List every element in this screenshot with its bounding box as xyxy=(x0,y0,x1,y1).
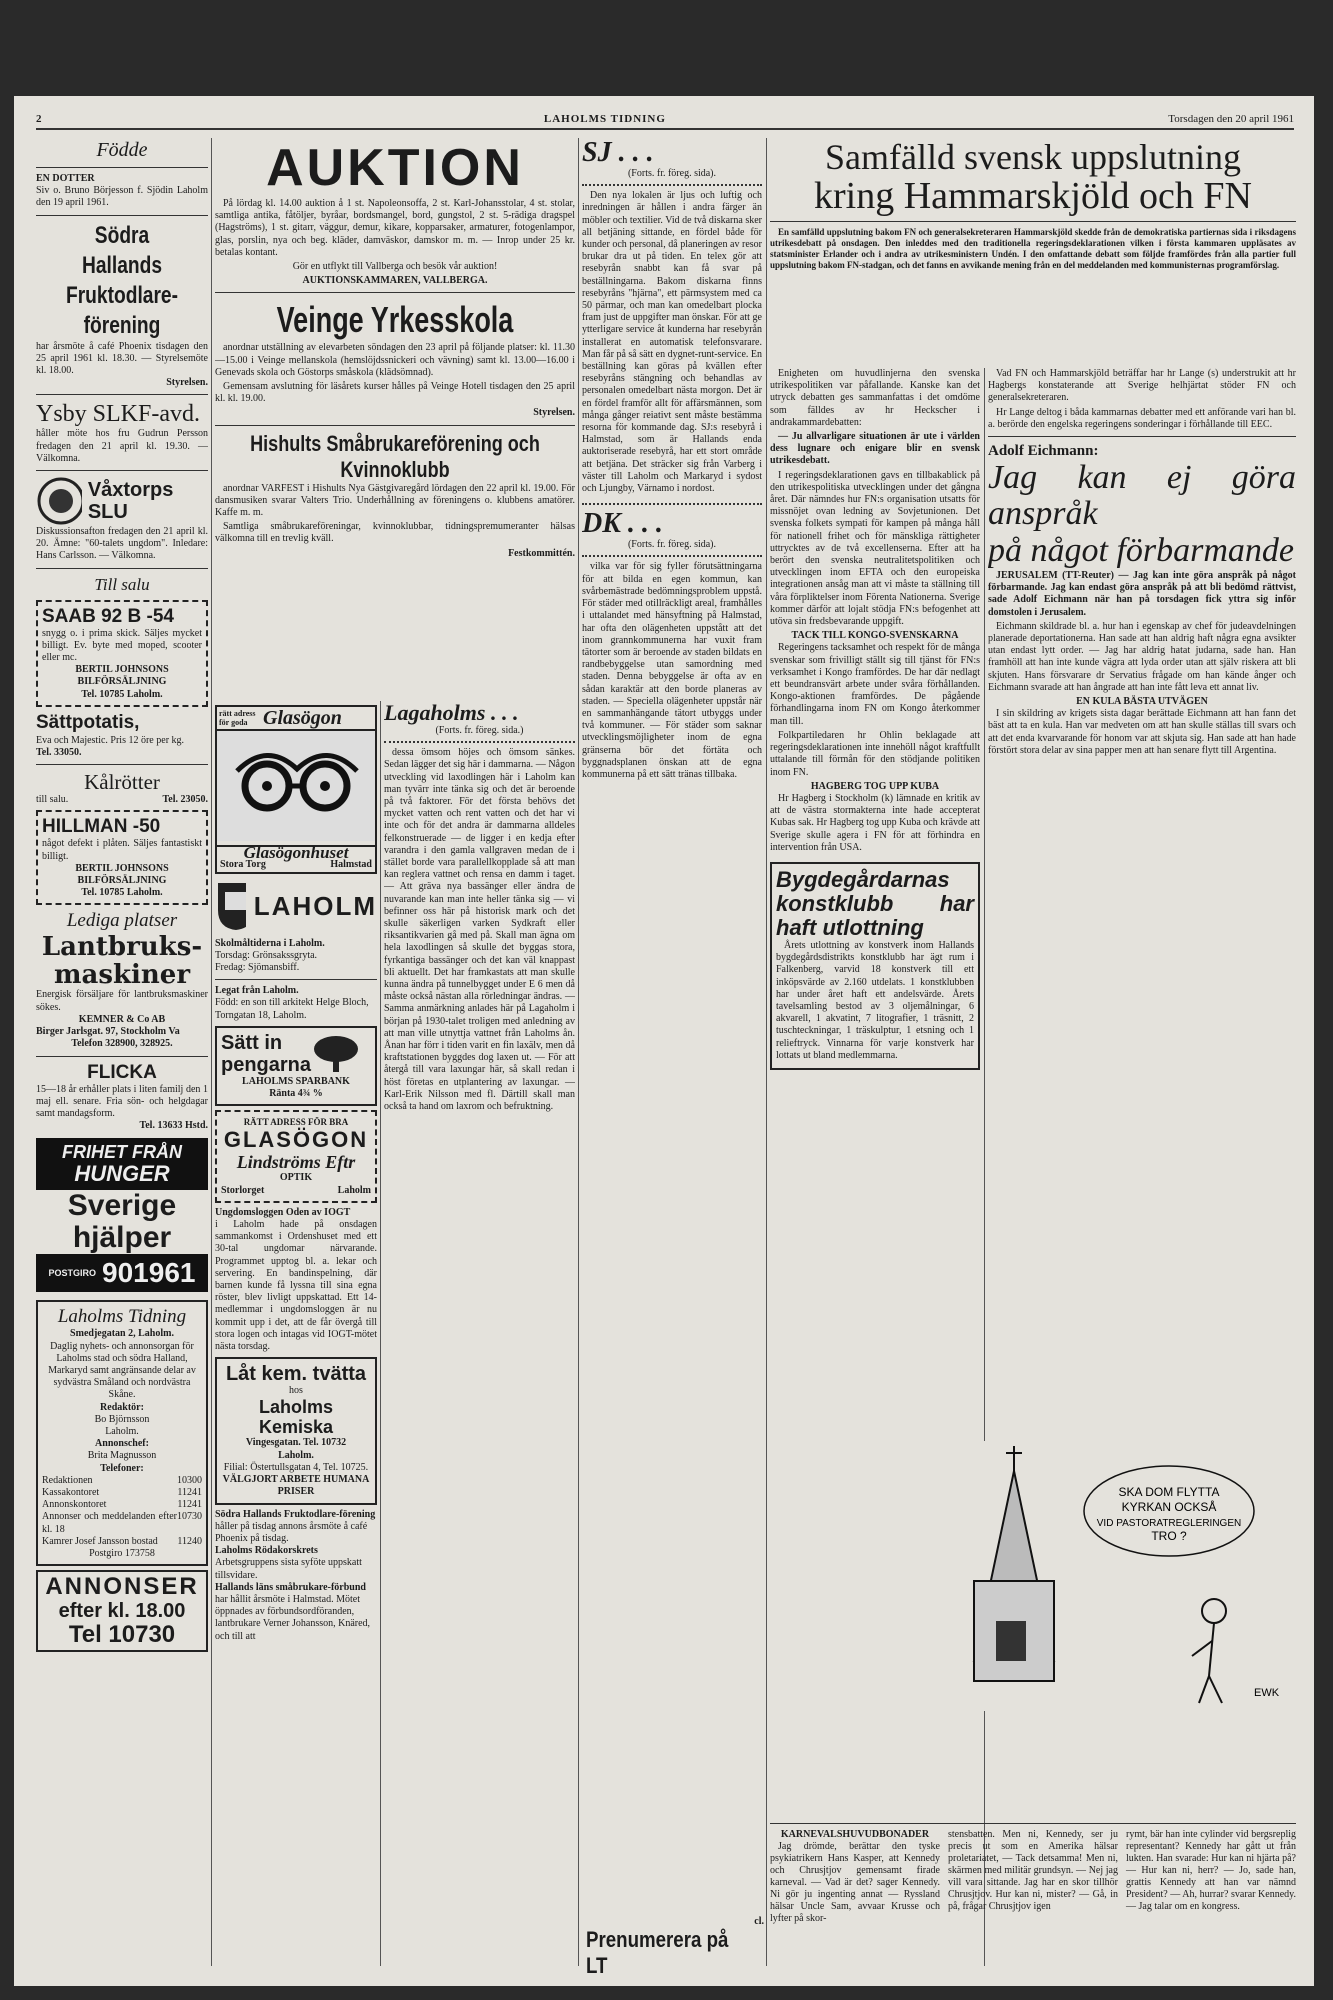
kula-text: I sin skildring av krigets sista dagar berättade Eichmann att han fann det bäst att ta en kula. Han var medveten om att han skulle ställas till svars och att det enda kvarvarande för honom var att skjuta sig. Han sade att han hade förstört stora delar av sina papper men att han senare flytt till Argentina. xyxy=(988,708,1296,756)
column-articles xyxy=(582,138,762,1968)
glas-left: Stora Torg xyxy=(220,859,266,871)
skol-text1: Torsdag: Grönsakssgryta. xyxy=(215,949,318,961)
ad-slkf-title: Ysby SLKF-avd. xyxy=(36,401,201,428)
lind-title: Lindströms Eftr xyxy=(236,1152,356,1173)
ad-frukt-text: har årsmöte å café Phoenix tisdagen den 25 april 1961 kl. 18.30. — Styrelsemöte kl. 18.00. xyxy=(36,340,208,377)
adchief-label: Annonschef: xyxy=(95,1438,149,1450)
ratt-title: GLASÖGON xyxy=(223,1127,369,1153)
kongo-text2: Folkpartiledaren hr Ohlin beklagade att regeringsdeklarationen inte innehöll något kraftfullt uttalande till förmån för den stödjande politiken inom FN. xyxy=(770,729,980,778)
annonser-title: ANNONSER xyxy=(45,1573,199,1601)
tvatt-filial: Filial: Östertullsgatan 4, Tel. 10725. xyxy=(223,1461,369,1473)
ad-frihet-banner xyxy=(36,1138,208,1190)
phone-label: Annonskontoret xyxy=(42,1499,107,1511)
eich-head: Adolf Eichmann: xyxy=(988,443,1099,460)
postgiro-number: 901961 xyxy=(102,1257,196,1289)
ad-lindstroms xyxy=(215,1110,377,1203)
phone-row xyxy=(42,1499,202,1511)
tvatt-title2: Laholms Kemiska xyxy=(258,1397,334,1438)
phone-label: Kamrer Josef Jansson bostad xyxy=(42,1535,158,1547)
ad-frukt-sign: Styrelsen. xyxy=(166,377,208,389)
karneval-title: KARNEVALSHUVUDBONADER xyxy=(780,1829,930,1840)
veinge-sign: Styrelsen. xyxy=(533,407,575,419)
main-body-right xyxy=(988,368,1296,1968)
phone-row xyxy=(42,1536,202,1548)
cartoon-line-4: TRO ? xyxy=(1151,1529,1187,1543)
sma-title: Hallands läns småbrukare-förbund xyxy=(215,1581,366,1593)
skol-text2: Fredag: Sjömansbiff. xyxy=(215,962,300,974)
ad-lantbruk-tel: Telefon 328900, 328925. xyxy=(71,1038,173,1050)
sj-text: Den nya lokalen är ljus och luftig och inredningen är hållen i andra färger än möbler och textilier. Vid de två diskarna sker all betjäning sittande, en fördel både för kunder och personal, då planeringen av resor brukar dra ut på tiden. En telex gör att resebyrån snabbt kan få svar på beställningarna. Bakom diskarna finns resebyråns "hjärna", ett pärmsystem med ca 50 pärmar, och man kan omedelbart plocka fram just de uppgifter man önskar. För att ge ytterligare service åt kunderna har resebyrån installerat en automatisk telefonsvarare. Man får på så sätt en dygnet-runt-service. En beställning kan göras på kvällen efter resebyråns stängning och behandlas av personalen omedelbart nästa morgon. Det är en fördel framför allt för affärsmännen, som många gånger reiativt sent måste bestämma resorna för kommande dag. SJ:s resebyrå i Halmstad, som är Hallands enda auktoriserade resebyrå, har ett stort område att betjäna. Det sträcker sig från Varberg i väster till Laholm och Markaryd i sydost och Ljungby, Värnamo i nordost. xyxy=(582,190,762,495)
ratt-head: RÄTT ADRESS FÖR BRA xyxy=(243,1117,349,1128)
masthead-addr: Smedjegatan 2, Laholm. xyxy=(70,1328,174,1340)
cartoon-line-1: SKA DOM FLYTTA xyxy=(1118,1485,1220,1499)
editor-name: Bo Björnsson xyxy=(94,1413,150,1425)
phone-number: 10730 xyxy=(177,1511,202,1523)
dk-cont: (Forts. fr. föreg. sida). xyxy=(627,539,717,551)
ad-sattpotatis-tel: Tel. 33050. xyxy=(36,747,82,759)
hishult-title: Hishults Småbrukareförening och Kvinnoklubb xyxy=(250,430,540,482)
heading-till-salu: Till salu xyxy=(94,574,150,594)
heading-fodde: Födde xyxy=(96,139,148,161)
issue-date: Torsdagen den 20 april 1961 xyxy=(1168,113,1294,125)
eich-title-2: på något förbarmande xyxy=(988,532,1294,570)
lagaholm-title: Lagaholms . . . xyxy=(384,701,519,725)
veinge-text2: Gemensam avslutning för läsårets kurser hålles på Veinge Hotell tisdagen den 25 april kl. kl. 19.00. xyxy=(215,381,575,405)
ad-saab-seller: BERTIL JOHNSONS BILFÖRSÄLJNING xyxy=(75,664,169,688)
ad-flicka-tel: Tel. 13633 Hstd. xyxy=(139,1120,208,1132)
column-rule xyxy=(578,138,579,1966)
main-lede2b: — Ju allvarligare situationen är ute i världen dess lugnare och enigare blir en svensk utrikesdebatt. xyxy=(770,431,980,467)
tvatt-tag: VÄLGJORT ARBETE HUMANA PRISER xyxy=(222,1474,370,1498)
postgiro-label: POSTGIRO xyxy=(48,1268,97,1279)
ad-kalrotter-text: till salu. xyxy=(36,794,69,806)
veinge-title: Veinge Yrkesskola xyxy=(276,299,514,341)
ad-annonser xyxy=(36,1570,208,1652)
ad-flicka-title: FLICKA xyxy=(87,1061,157,1083)
postgiro-line: Postgiro 173758 xyxy=(89,1547,155,1559)
frihet-line1: FRIHET FRÅN xyxy=(62,1142,182,1163)
ad-kemiska xyxy=(215,1357,377,1504)
main-body-right-text2: Hr Lange deltog i båda kammarnas debatter med ett anförande vari han bl. a. berörde den engelska regeringens sonderingar i förhållande till EEC. xyxy=(988,406,1296,430)
frihet-line2: HUNGER xyxy=(74,1161,170,1187)
column-classifieds xyxy=(36,138,208,1968)
paper-name: LAHOLMS TIDNING xyxy=(543,113,666,125)
ad-saab-title: SAAB 92 B -54 xyxy=(42,605,174,627)
editor-label: Redaktör: xyxy=(100,1401,144,1413)
laholm-crest-icon xyxy=(215,880,246,932)
ad-hillman-title: HILLMAN -50 xyxy=(42,816,161,838)
tree-icon xyxy=(311,1034,361,1074)
hishult-text2: Samtliga småbrukareföreningar, kvinnoklubbar, tidningspremumeranter hälsas välkomna till en trevlig kväll. xyxy=(215,521,575,545)
ad-sparbank xyxy=(215,1026,377,1106)
ad-saab xyxy=(36,600,208,707)
ad-slkf-text: håller möte hos fru Gudrun Persson fredagen den 21 april kl. 19.30. — Välkomna. xyxy=(36,428,208,464)
rod-title: Laholms Rödakorskrets xyxy=(215,1545,318,1557)
auktion-text: På lördag kl. 14.00 auktion å 1 st. Napoleonsoffa, 2 st. Karl-Johansstolar, 4 st. stolar, samtliga antika, fåtöljer, byråar, bordsmangel, bord, gungstol, 2 st. 5-rädiga dragspel (Hagströms), 1 st. gitarr, väggur, demur, kikare, kopparsaker, armaturer, fotogenlampor, glas, porslin, nya och beg. kläder, damväskor, damskor m. m. — Inrop under 25 kr. betalas kontant. xyxy=(215,198,575,258)
tvatt-addr: Vingesgatan. Tel. 10732 xyxy=(245,1437,347,1449)
ad-kalrotter-tel: Tel. 23050. xyxy=(162,794,208,806)
heading-lediga: Lediga platser xyxy=(66,910,178,932)
laholm-word: LAHOLM xyxy=(253,890,377,921)
kongo-text: Regeringens tacksamhet och respekt för de många svenskar som frivilligt ställt sig till tjänst för FN:s verksamhet i Kongo framfördes. De har där nedlagt ett beundransvärt arbete under svåra förhållanden. Kongo-aktionen framfördes. De pågående förhandlingarna inom FN om Kongo återkommer man till. xyxy=(770,642,980,727)
skol-title: Skolmåltiderna i Laholm. xyxy=(215,937,325,949)
lagaholm-text: dessa ömsom höjes och ömsom sänkes. Sedan lägger det sig här i dammarna. — Någon utveckling vid laxodlingen här i Laholm kan man tyvärr inte tänka sig och det är beroende på två faktorer. För det första behövs det mycket vatten och rent vatten och det har vi inte och för det andra är dammarna alldeles felkonstruerade — de ligger i en kedja efter varandra i den gamla vallgraven medan de i stället borde vara parallellkopplade så att man kan reglera vattnet och rensa en damm i taget. — Att gräva nya bassänger eller ändra de nuvarande kan man inte heller tänka sig — vi befinner oss här på historisk mark och det skulle säkerligen varken Sydkraft eller riksantikvarien gå med på. Skall man ägna om hela laxodlingen så skulle det byggas stora, fyrkantiga bassänger och det kan väl knappast bli aktuellt. Det har framkastats att man skulle kunna ändra på tunnelbygget under E 6 men då måste också nästan alla rörledningar ändras. — Samma anmärkning anlades här på Lagaholm i början på 1930-talet troligen med anledning av att man ville utnyttja vattnet från Laholms ån. Ånan har förr i tiden varit en fin laxälv, men då kraftstationen byggdes dog laxen ut. — För att återgå till vara laxungar här, så skall redan i höst företas en utplantering av laxungar. — Karl-Erik Nilsson med fl. Därtill skall man också ta hand om laxrom och befruktning. xyxy=(384,747,575,1113)
annonser-sub: efter kl. 18.00 xyxy=(58,1600,186,1623)
spar-title: LAHOLMS SPARBANK xyxy=(242,1075,350,1087)
ungdom-text: i Laholm hade på onsdagen sammankomst i Ordenshuset med ett 30-tal ungdomar närvarande. Programmet upptog bl. a. lekar och servering. En bandinspelning, där barnen kunde få lyssna till sina egna röster, blev livligt uppskattad. Ett 14-medlemmar i ungdomsloggen är nu kommit upp i det, att de får övergå till stora logen och intagas vid IOGT-mötet nästa torsdag. xyxy=(215,1219,377,1353)
karneval-text2: stensbatten. Men ni, Kennedy, ser ju precis ut som en Amerika hälsar proletariatet, — Tack detsamma! Men ni, skärmen med militär grundsyn. — Nej jag vill vara sittande. Jag har en skor tillhör Chrusjtjov. Hur kan ni, mister? — Gå, in på, frågar Chrusjtjov igen xyxy=(948,1829,1118,1912)
birth-notice: Siv o. Bruno Börjesson f. Sjödin Laholm den 19 april 1961. xyxy=(36,185,208,209)
sj-title: SJ . . . xyxy=(582,138,654,168)
ad-slu-text: Diskussionsafton fredagen den 21 april kl. 20. Ämne: "60-talets ungdom". Inledare: Hans Carlsson. — Välkomna. xyxy=(36,526,208,562)
glas-title: Glasögon xyxy=(263,706,342,729)
lind-right: Laholm xyxy=(337,1184,371,1196)
column-rule xyxy=(766,138,767,1966)
main-title-1: Samfälld svensk uppslutning xyxy=(825,138,1241,177)
masthead-text: Daglig nyhets- och annonsorgan för Laholms stad och södra Halland, Markaryd samt angränsande delar av sydvästra Småland och nordvästra Skåne. xyxy=(48,1340,196,1401)
sj-cont: (Forts. fr. föreg. sida). xyxy=(627,168,717,179)
phones-label: Telefoner: xyxy=(100,1462,144,1474)
ad-saab-tel: Tel. 10785 Laholm. xyxy=(81,688,163,700)
phone-number: 10300 xyxy=(177,1474,202,1486)
veinge-text: anordnar utställning av elevarbeten söndagen den 23 april på följande platser: kl. 11.30—15.00 i Veinge mellanskola (hemslöjdssnickeri och vävning) samt kl. 13.00—16.00 i Genevads skola och Göstorps småskola (klädsömnad). xyxy=(215,342,575,378)
phone-number: 11240 xyxy=(177,1535,202,1547)
eich-title-1: Jag kan ej göra anspråk xyxy=(988,459,1296,533)
auktion-text2: Gör en utflykt till Vallberga och besök vår auktion! xyxy=(292,261,498,273)
cartoon-church-icon xyxy=(954,1441,1289,1711)
fruktodl-title: Södra Hallands Fruktodlare-förening xyxy=(215,1508,376,1520)
legat-text: Född: en son till arkitekt Helge Bloch, Torngatan 18, Laholm. xyxy=(215,997,369,1021)
phone-list xyxy=(42,1475,202,1548)
cartoon-line-2: KYRKAN OCKSÅ xyxy=(1121,1500,1217,1514)
satt-title: Sätt in pengarna xyxy=(221,1031,312,1076)
kongo-title: TACK TILL KONGO-SVENSKARNA xyxy=(791,630,959,642)
ad-hillman-seller: BERTIL JOHNSONS BILFÖRSÄLJNING xyxy=(75,862,169,887)
lind-sub: OPTIK xyxy=(279,1172,313,1184)
kula-title: EN KULA BÄSTA UTVÄGEN xyxy=(1076,696,1208,708)
karneval-section xyxy=(770,1818,1296,1968)
dk-title: DK . . . xyxy=(582,508,663,540)
auktion-title: AUKTION xyxy=(266,139,524,197)
main-title-2: kring Hammarskjöld och FN xyxy=(813,175,1252,217)
column-rule xyxy=(984,368,985,1966)
eich-text: Eichmann skildrade bl. a. hur han i egenskap av chef för judeavdelningen planerade deportationerna. Han sade att han aldrig haft några egna avsikter utan endast lytt order. — Jag har aldrig hatat judarna, sade han. Han framhöll att han inte kunde vägra att lyda order utan att själv riskera att bli skjuten. Hans försvarare dr Servatius frågade om han kände ånger och Eichmann svarade att han ångrade att han inte fått leva ett annat liv. xyxy=(988,620,1296,693)
main-body-left xyxy=(770,368,980,1768)
adchief-name: Brita Magnusson xyxy=(87,1450,157,1462)
sma-text: har hållit årsmöte i Halmstad. Mötet öppnades av förbundsordföranden, lantbrukare Verner Johansson, Knäred, och till att xyxy=(215,1593,371,1642)
phone-number: 11241 xyxy=(177,1486,202,1498)
ad-hillman xyxy=(36,810,208,905)
page-number: 2 xyxy=(36,113,42,125)
glas-top: rätt adress för goda xyxy=(219,709,256,727)
tvatt-city: Laholm. xyxy=(278,1449,314,1461)
subscribe-ad xyxy=(586,1916,764,1979)
glasses-face-icon xyxy=(217,731,375,841)
eich-lede: JERUSALEM (TT-Reuter) — Jag kan inte göra anspråk på något förbarmande. Jag kan endast göra anspråk på att bli bedömd rättvist, sade Adolf Eichmann när han på torsdagen fick yttra sig inför domstolen i Jerusalem. xyxy=(988,570,1296,618)
phone-label: Kassakontoret xyxy=(42,1486,100,1498)
phone-label: Redaktionen xyxy=(42,1474,93,1486)
ad-lantbruk-addr: Birger Jarlsgat. 97, Stockholm Va xyxy=(36,1026,180,1038)
article-sign: cl. xyxy=(754,1916,764,1927)
ad-hillman-tel: Tel. 10785 Laholm. xyxy=(81,887,163,899)
bygde-title: Bygdegårdarnas konstklubb har haft utlottning xyxy=(776,866,974,940)
bygde-box xyxy=(770,862,980,1070)
prenumerera: Prenumerera på LT xyxy=(586,1927,729,1978)
page-header xyxy=(36,111,1294,130)
ad-slu-title: Våxtorps SLU xyxy=(87,479,174,524)
ad-sverige-hjalper: Sverige hjälper xyxy=(67,1189,177,1255)
kuba-title: HAGBERG TOG UPP KUBA xyxy=(810,780,940,792)
main-body-right-text: Vad FN och Hammarskjöld beträffar har hr Lange (s) understrukit att hr Hagbergs konstaterande att Sverige helhjärtat stöder FN och generalsekreteraren. xyxy=(988,368,1296,404)
glas-right: Halmstad xyxy=(330,859,372,871)
column-ads-top xyxy=(215,138,575,698)
ungdom-title: Ungdomsloggen Oden av IOGT xyxy=(215,1206,351,1218)
postgiro-banner xyxy=(36,1254,208,1292)
lind-left: Storlorget xyxy=(221,1184,265,1196)
column-rule xyxy=(380,701,381,1966)
annonser-tel: Tel 10730 xyxy=(68,1621,176,1649)
tvatt-title1: Låt kem. tvätta xyxy=(225,1363,367,1386)
column-ads-bottom-left xyxy=(215,701,377,1931)
ad-lantbruk-title: Lantbruks-maskiner xyxy=(41,932,203,991)
hishult-text: anordnar VARFEST i Hishults Nya Gästgivaregård lördagen den 22 april kl. 19.00. För dansmusiken svarar Valters Trio. Underhållning av föreningens o. klubbens amatörer. Kaffe m. m. xyxy=(215,482,575,519)
phone-row xyxy=(42,1511,202,1535)
ad-kalrotter-title: Kålrötter xyxy=(84,770,160,795)
slu-emblem-icon xyxy=(36,476,82,526)
lagaholm-cont: (Forts. fr. föreg. sida.) xyxy=(435,725,524,736)
column-main-top xyxy=(770,138,1296,368)
legat-title: Legat från Laholm. xyxy=(215,985,299,997)
ad-flicka-text: 15—18 år erhåller plats i liten familj den 1 maj ell. senare. Fria sön- och helgdagar samt mandagsform. xyxy=(36,1083,208,1119)
ad-sattpotatis-title: Sättpotatis, xyxy=(36,711,140,733)
hishult-sign: Festkommittén. xyxy=(508,547,575,559)
ad-frukt-title: Södra Hallands Fruktodlare-förening xyxy=(65,221,178,339)
article-lagaholm xyxy=(384,701,575,1931)
karneval-text: Jag drömde, berättar den tyske psykiatrikern Hans Kasper, att Kennedy och Chrusjtjov gemensamt firade karneval. — Vad är det? sager Kennedy. Ni gör ju ingenting annat — Ryssland hälsar Uncle Sam, avvaar Krusse och lyfter på skor- xyxy=(770,1841,940,1924)
phone-row xyxy=(42,1475,202,1487)
editor-city: Laholm. xyxy=(105,1425,139,1437)
fruktodl-text: håller på tisdag annons årsmöte å café Phoenix på tisdag. xyxy=(215,1520,368,1544)
main-body-left-text: I regeringsdeklarationen gavs en tillbakablick på den utrikespolitiska utvecklingen under det gångna året. Där nämndes hur FN:s organisation utsatts för missnöjet ovan ledning av Sovjetunionen. Det svenska folkets sympati för kampen på många håll för nationell frihet och för mänskliga rättigheter uttrycktes av de två excellenserna. Efter att ha berört den svenska neutralitetspolitiken och utvecklingen inom EFTA och den europeiska integrationen ansåg man att vi måste ta ställning till våra förpliktelser inom Förenta Nationerna. Sverige kommer därför att lojalt stödja FN:s befogenhet att utöva sin fredsbevarande uppgift. xyxy=(770,469,980,628)
main-lede2: Enigheten om huvudlinjerna den svenska utrikespolitiken var påfallande. Kanske kan det utryck debatten ges sammanfattas i det omdöme som fälldes av hr Heckscher i andrakammardebatten: xyxy=(770,368,980,428)
column-rule xyxy=(211,138,212,1966)
phone-row xyxy=(42,1487,202,1499)
dk-text: vilka var för sig fyller förutsättningarna för att bilda en egen kommun, kan svårbemästrade bedömningsproblem uppstå. För städer med otillräckligt areal, framhålles i uttalandet med hänsyftning på Halmstad, har ofta den olägenheten uppstått att det inom grannkommunerna har vuxit fram tätorter som är beroende av staden bildats en randbebyggelse utan samordning med staden. Denna bebyggelse är ofta av en sådan karaktär att den borde planeras av staden. — Speciella olägenheter uppstår när en sammanhängande tätort utbyggs under två kommuner. — För städer som saknar utvecklingsmöjligheter inom de egna gränserna bör det förtäta och byggnadsplanen önskan att de egna kommunerna på ett sätt tränas tillbaka. xyxy=(582,561,762,780)
tvatt-hos: hos xyxy=(289,1385,303,1397)
cartoon-line-3: VID PASTORATREGLERINGEN xyxy=(1096,1518,1242,1529)
ad-lantbruk-company: KEMNER & Co AB xyxy=(78,1013,166,1025)
laholm-crest-ad xyxy=(215,880,377,932)
masthead-box xyxy=(36,1300,208,1566)
glas-name: Glasögonhuset xyxy=(217,845,375,859)
spar-rate: Ränta 4¾ % xyxy=(269,1088,323,1100)
birth-heading: EN DOTTER xyxy=(36,173,95,184)
ad-saab-text: snygg o. i prima skick. Säljes mycket billigt. Ev. byte med moped, scooter eller mc. xyxy=(42,627,202,664)
ad-sattpotatis-text: Eva och Majestic. Pris 12 öre per kg. xyxy=(36,734,185,746)
main-lede: En samfälld uppslutning bakom FN och generalsekreteraren Hammarskjöld skedde från de demokratiska partiernas sida i riksdagens utrikesdebatt på onsdagen. Den inleddes med den traditionella regeringsdeklarationen vilken i första kammaren uppläsates av statsminister Erlander och i andra av utrikesministern Undén. I den omfattande debatt som följde framfördes från alla partier full uppslutning bakom FN-stadgan, och det fanns en avvikande mening från en del meddelanden med kommunisternas programförslag. xyxy=(770,227,1296,270)
karneval-text3: rymt, bär han inte cylinder vid bergsreplig representant? Kennedy har gått ut från lukten. Han svarade: Hur kan ni hjärta på? — Hur kan ni, herr? — Jo, sade han, grattis Kennedy att han var nämnd President? — Ah, hurrar? svarar Kennedy. — Jag talar om en kongress. xyxy=(1126,1829,1296,1912)
kuba-text: Hr Hagberg i Stockholm (k) lämnade en kritik av att de västra stormakterna inte hade accepterat Kubas sak. Hr Hagberg tog upp Kuba och krävde att Sverige skulle agera i FN för att förhindra en intervention från USA. xyxy=(770,792,980,853)
phone-number: 11241 xyxy=(177,1499,202,1511)
rod-text: Arbetsgruppens sista syföte uppskatt tillsvidare. xyxy=(215,1557,362,1581)
ad-glasogon xyxy=(215,705,377,874)
ad-lantbruk-text: Energisk försäljare för lantbruksmaskiner sökes. xyxy=(36,989,208,1013)
bygde-text: Årets utlottning av konstverk inom Hallands bygdegårdsdistrikts konstklubb har ägt rum i Falkenberg, varvid 18 konstverk till ett inköpsvärde av 2.160 utdelats. 1 konstklubben har under året haft ett andelsvärde. Årets tavelsamling bestod av 3 oljemålningar, 6 akvarell, 1 akvatint, 7 litografier, 1 träsnitt, 2 tuschteckningar, 1 träskulptur, 1 etsning och 1 relieftryck. Vinnarna för varje konstverk har lottats ut bland medlemmarna. xyxy=(776,939,974,1061)
ad-hillman-text: något defekt i plåten. Säljes fantastiskt billigt. xyxy=(42,838,202,862)
cartoon-signature: EWK xyxy=(1254,1687,1280,1699)
masthead-title: Laholms Tidning xyxy=(57,1306,187,1328)
phone-label: Annonser och meddelanden efter kl. 18 xyxy=(42,1511,177,1535)
newspaper-page xyxy=(14,96,1314,1986)
auktion-sign: AUKTIONSKAMMAREN, VALLBERGA. xyxy=(302,275,488,287)
